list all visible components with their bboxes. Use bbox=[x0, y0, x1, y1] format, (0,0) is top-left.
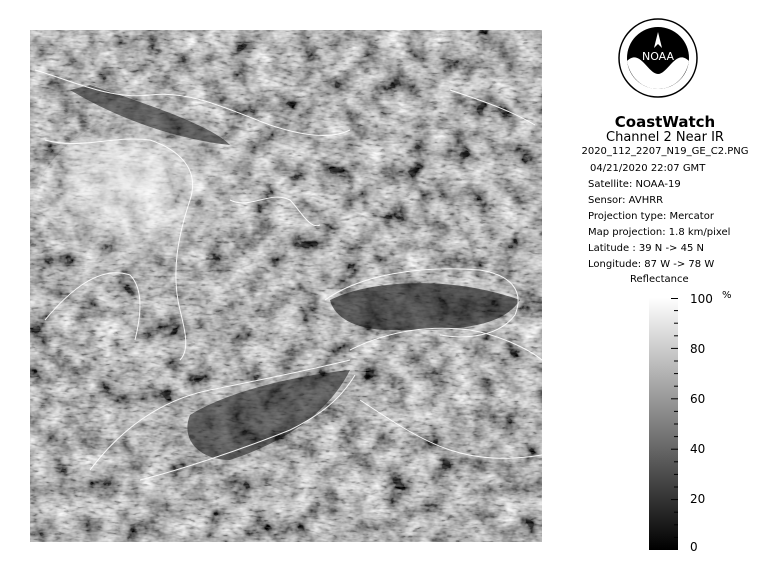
legend-tick-100: 100 bbox=[690, 292, 713, 306]
brand-title: CoastWatch bbox=[614, 113, 716, 131]
legend-tick-40: 40 bbox=[690, 442, 706, 456]
legend-tick-20: 20 bbox=[690, 492, 706, 506]
legend-tick-0: 0 bbox=[690, 540, 698, 554]
map-projection: Map projection: 1.8 km/pixel bbox=[588, 227, 731, 238]
sensor-label: Sensor: AVHRR bbox=[588, 195, 664, 206]
latitude-range: Latitude : 39 N -> 45 N bbox=[588, 243, 704, 254]
filename-label: 2020_112_2207_N19_GE_C2.PNG bbox=[581, 146, 749, 157]
legend-tick-60: 60 bbox=[690, 392, 706, 406]
satellite-label: Satellite: NOAA-19 bbox=[588, 179, 681, 190]
reflectance-colorbar bbox=[649, 298, 678, 550]
longitude-range: Longitude: 87 W -> 78 W bbox=[588, 259, 715, 270]
noaa-logo bbox=[618, 18, 698, 98]
channel-label: Channel 2 Near IR bbox=[606, 130, 724, 145]
legend-title: Reflectance bbox=[630, 274, 689, 285]
projection-type: Projection type: Mercator bbox=[588, 211, 714, 222]
legend-tick-80: 80 bbox=[690, 342, 706, 356]
legend-unit: % bbox=[722, 290, 732, 301]
satellite-image bbox=[30, 30, 542, 542]
date-time: 04/21/2020 22:07 GMT bbox=[590, 163, 706, 174]
noaa-logo-text: NOAA bbox=[641, 50, 675, 63]
